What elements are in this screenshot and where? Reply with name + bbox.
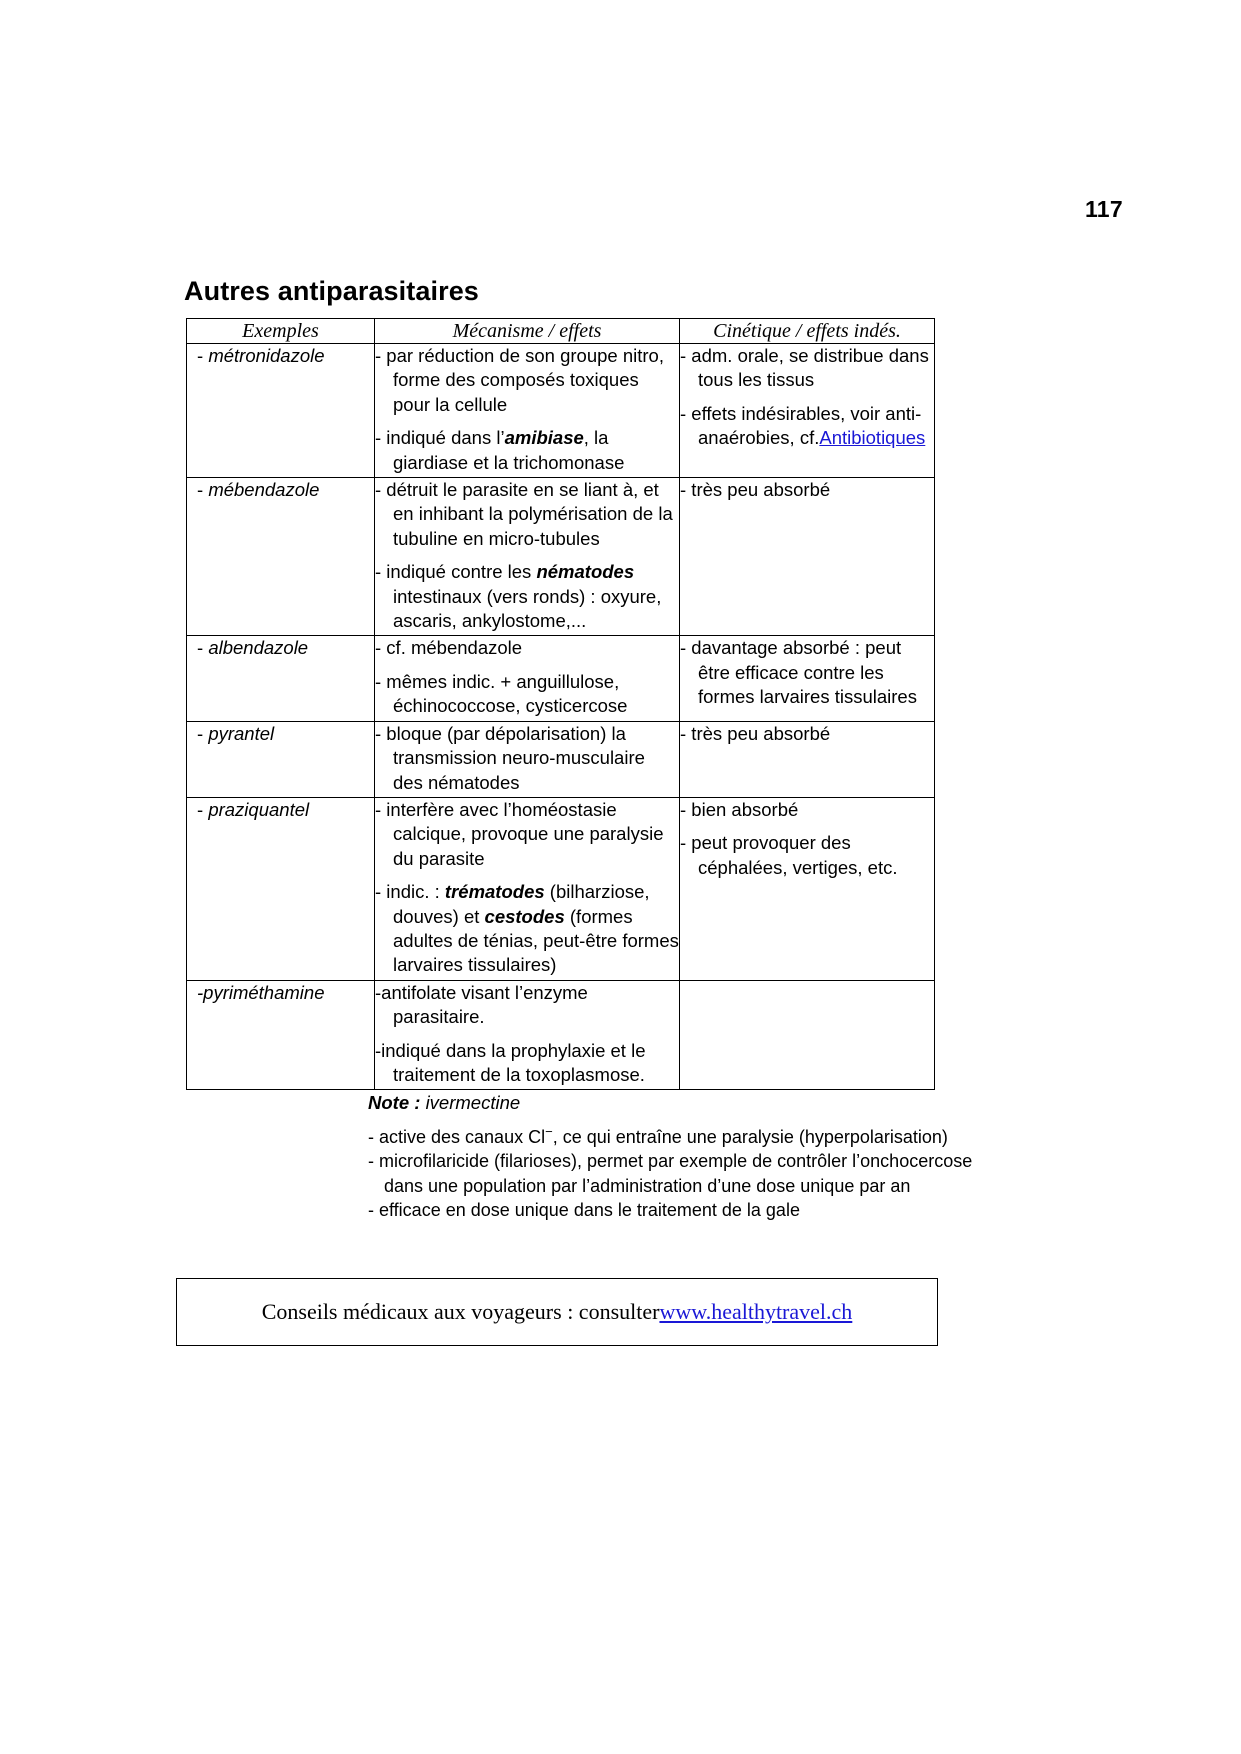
mechanism-item: - indiqué dans l’amibiase, la giardiase et la trichomonase (375, 427, 625, 473)
cell-example (187, 721, 375, 797)
table-row (187, 636, 935, 721)
example-name (197, 981, 374, 1005)
cell-kinetics (680, 478, 935, 636)
cell-mechanism (375, 344, 680, 478)
kinetics-item: - très peu absorbé (680, 479, 831, 501)
page-number: 117 (1084, 196, 1123, 222)
drug-name-pyrantel: pyrantel (208, 722, 275, 744)
emphasis-trematodes: trématodes (444, 881, 545, 903)
cell-kinetics (680, 797, 935, 980)
mechanism-item: - indic. : trématodes (bilharziose, douves) et cestodes (formes adultes de ténias, peut-être formes larvaires tissulaires) (375, 881, 679, 976)
cell-kinetics (680, 721, 935, 797)
note-subject: ivermectine (425, 1092, 521, 1113)
cell-example (187, 478, 375, 636)
note-item: - active des canaux Cl−, ce qui entraîne une paralysie (hyperpolarisation) (368, 1123, 948, 1147)
emphasis-nematodes: nématodes (536, 561, 635, 583)
cell-kinetics (680, 980, 935, 1090)
kinetics-item: - très peu absorbé (680, 722, 831, 744)
footer-text: Conseils médicaux aux voyageurs : consulter (261, 1299, 660, 1324)
kinetics-item: - adm. orale, se distribue dans tous les tissus (680, 345, 929, 391)
note-item: - microfilaricide (filarioses), permet par exemple de contrôler l’onchocercose dans une population par l’administration d’une dose unique par an (368, 1151, 973, 1196)
cell-example (187, 636, 375, 721)
table-row (187, 721, 935, 797)
mechanism-item: - détruit le parasite en se liant à, et en inhibant la polymérisation de la tubuline en micro-tubules (375, 479, 673, 549)
example-name: - mébendazole (197, 479, 320, 501)
emphasis-cestodes: cestodes (484, 905, 565, 927)
column-header-mechanism: Mécanisme / effets (375, 319, 680, 344)
note-title (368, 1091, 988, 1116)
column-header-kinetics: Cinétique / effets indés. (680, 319, 935, 344)
drug-name-pyrimethamine: -pyriméthamine (197, 981, 325, 1003)
cell-example (187, 797, 375, 980)
antiparasitics-table-wrapper (186, 318, 934, 1090)
mechanism-item: -antifolate visant l’enzyme parasitaire. (375, 981, 588, 1028)
drug-name-albendazole: albendazole (208, 637, 309, 659)
cell-mechanism (375, 478, 680, 636)
cell-mechanism (375, 980, 680, 1090)
table-row (187, 797, 935, 980)
mechanism-item: - interfère avec l’homéostasie calcique, provoque une paralysie du parasite (375, 798, 664, 869)
footer-box (176, 1278, 938, 1346)
cell-mechanism (375, 797, 680, 980)
mechanism-item: - indiqué contre les nématodes intestinaux (vers ronds) : oxyure, ascaris, ankylostome,... (375, 561, 662, 632)
antiparasitics-table (186, 318, 935, 1090)
mechanism-item: - cf. mébendazole (375, 637, 523, 659)
example-name: - pyrantel (197, 722, 275, 744)
link-antibiotiques[interactable]: Antibiotiques (819, 427, 926, 449)
table-header-row (187, 319, 935, 344)
page-title: Autres antiparasitaires (184, 276, 479, 307)
table-row (187, 478, 935, 636)
note-block (368, 1091, 988, 1222)
cell-example (187, 980, 375, 1090)
kinetics-item: - effets indésirables, voir anti-anaérobies, cf.Antibiotiques (680, 402, 926, 449)
mechanism-item: - bloque (par dépolarisation) la transmission neuro-musculaire des nématodes (375, 722, 645, 793)
table-row (187, 344, 935, 478)
kinetics-item: - peut provoquer des céphalées, vertiges, etc. (680, 832, 898, 878)
example-name: - albendazole (197, 637, 309, 659)
kinetics-item: - bien absorbé (680, 798, 799, 820)
mechanism-item: - mêmes indic. + anguillulose, échinococcose, cysticercose (375, 670, 628, 717)
superscript-minus: − (545, 1123, 553, 1139)
drug-name-metronidazole: métronidazole (208, 345, 325, 366)
example-name: - métronidazole (197, 345, 325, 366)
kinetics-item: - davantage absorbé : peut être efficace contre les formes larvaires tissulaires (680, 637, 917, 708)
cell-mechanism (375, 721, 680, 797)
mechanism-item: - par réduction de son groupe nitro, forme des composés toxiques pour la cellule (375, 345, 664, 415)
note-label: Note : (368, 1092, 421, 1113)
cell-example (187, 344, 375, 478)
cell-kinetics (680, 636, 935, 721)
cell-kinetics (680, 344, 935, 478)
note-item: - efficace en dose unique dans le traitement de la gale (368, 1199, 800, 1220)
drug-name-mebendazole: mébendazole (208, 479, 320, 501)
drug-name-praziquantel: praziquantel (208, 798, 310, 820)
column-header-examples: Exemples (187, 319, 375, 344)
mechanism-item: -indiqué dans la prophylaxie et le traitement de la toxoplasmose. (375, 1039, 646, 1085)
link-healthytravel[interactable]: www.healthytravel.ch (659, 1299, 853, 1324)
cell-mechanism (375, 636, 680, 721)
emphasis-amibiase: amibiase (504, 427, 584, 449)
table-row (187, 980, 935, 1090)
example-name: - praziquantel (197, 798, 310, 820)
